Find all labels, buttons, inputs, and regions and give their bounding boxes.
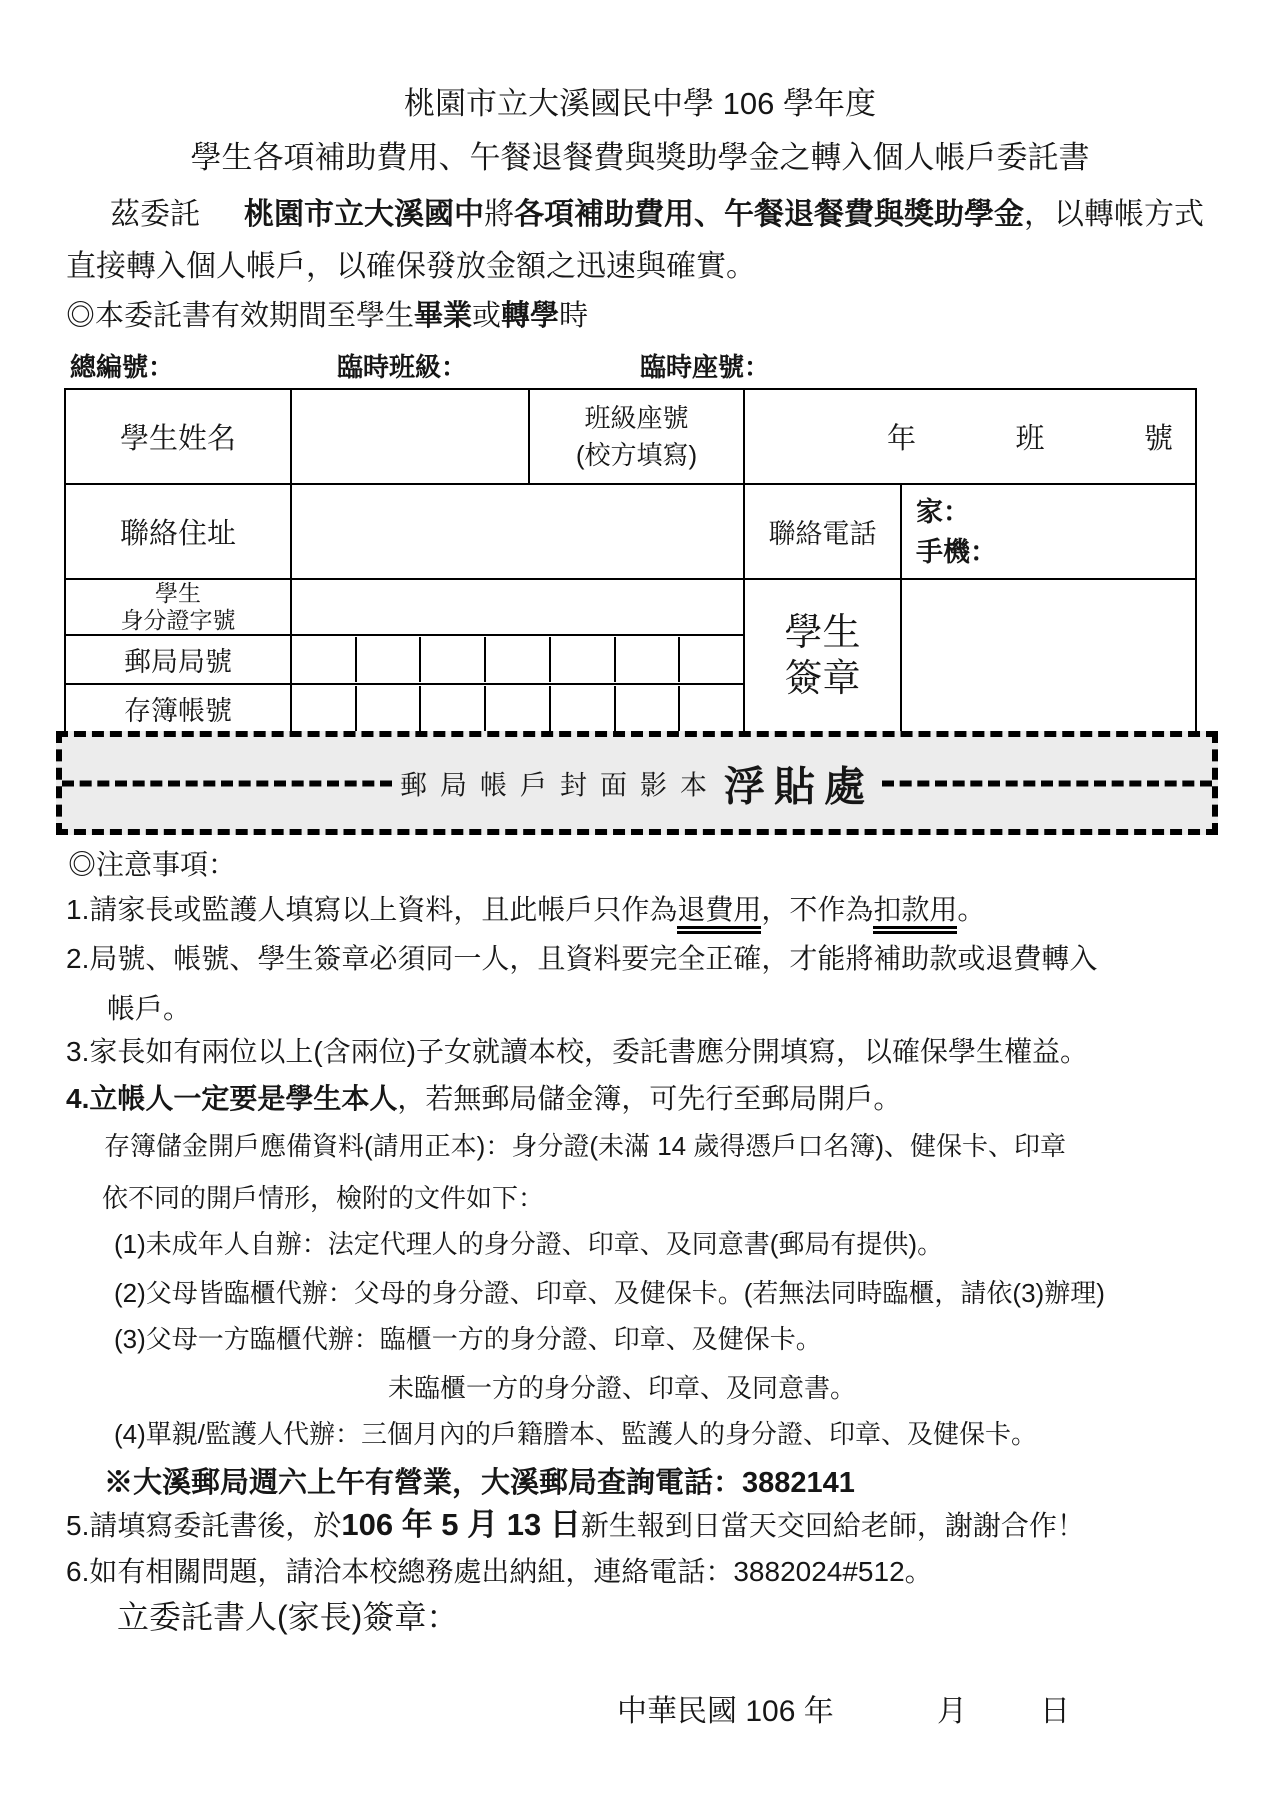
address-input-cell[interactable]	[291, 484, 744, 579]
note-4-case-3b: 未臨櫃一方的身分證、印章、及同意書。	[388, 1373, 857, 1403]
note-4-case-1: (1)未成年人自辦：法定代理人的身分證、印章、及同意書(郵局有提供)。	[114, 1229, 944, 1259]
note-1-deduct-underlined: 扣款用	[873, 894, 957, 934]
guardian-signature-label: 立委託書人(家長)簽章：	[117, 1599, 459, 1635]
intro-paragraph-line2: 直接轉入個人帳戶，以確保發放金額之迅速與確實。	[66, 250, 756, 283]
intro-items: 各項補助費用、午餐退餐費與獎助學金	[514, 198, 1024, 231]
note-5-pre: 5.請填寫委託書後，於	[66, 1510, 342, 1541]
paste-area-label-big: 浮貼處	[724, 762, 874, 811]
date-day-label: 日	[1040, 1695, 1070, 1728]
validity-transfer: 轉學	[501, 300, 560, 332]
number-char: 號	[1144, 423, 1174, 455]
note-1-refund-underlined: 退費用	[677, 894, 761, 934]
digit-cell[interactable]	[419, 637, 484, 682]
note-2-line2: 帳戶。	[107, 993, 192, 1024]
intro-prefix: 茲委託	[110, 198, 200, 231]
note-2-line1: 2.局號、帳號、學生簽章必須同一人，且資料要完全正確，才能將補助款或退費轉入	[66, 943, 1098, 974]
digit-cell[interactable]	[292, 637, 355, 682]
phone-mobile-label[interactable]: 手機：	[916, 536, 997, 567]
note-4-case-2: (2)父母皆臨櫃代辦：父母的身分證、印章、及健保卡。(若無法同時臨櫃，請依(3)辦理)	[114, 1278, 1105, 1308]
student-info-table	[64, 388, 1197, 732]
intro-line1-suffix: ，以轉帳方式	[1024, 198, 1204, 231]
phone-home-label[interactable]: 家：	[916, 496, 970, 527]
student-id-input-cell[interactable]	[291, 579, 744, 635]
note-4-docs-line1: 存簿儲金開戶應備資料(請用正本)：身分證(未滿 14 歲得憑戶口名簿)、健保卡、印章	[104, 1131, 1067, 1161]
digit-cell[interactable]	[355, 637, 420, 682]
signature-label-line1: 學生	[784, 612, 861, 654]
note-1-pre: 1.請家長或監護人填寫以上資料，且此帳戶只作為	[66, 894, 678, 925]
digit-cell[interactable]	[549, 637, 614, 682]
digit-cell[interactable]	[614, 686, 679, 731]
doc-title-line1: 桃園市立大溪國民中學 106 學年度	[404, 86, 876, 121]
validity-or: 或	[472, 300, 502, 332]
class-char: 班	[1015, 423, 1045, 455]
serial-number-label: 總編號：	[70, 352, 175, 382]
doc-title-line2: 學生各項補助費用、午餐退餐費與獎助學金之轉入個人帳戶委託書	[190, 140, 1090, 175]
validity-line	[66, 299, 588, 334]
class-seat-label-line1: 班級座號	[584, 402, 689, 433]
phone-label: 聯絡電話	[744, 484, 901, 579]
student-id-label-line1: 學生	[155, 580, 201, 606]
date-month-label: 月	[937, 1695, 967, 1728]
note-4-case-4: (4)單親/監護人代辦：三個月內的戶籍謄本、監護人的身分證、印章、及健保卡。	[114, 1419, 1038, 1449]
note-1-post: 。	[957, 894, 986, 925]
note-4-bold: 4.立帳人一定要是學生本人	[66, 1083, 398, 1114]
post-office-info-line: ※大溪郵局週六上午有營業，大溪郵局查詢電話：3882141	[104, 1467, 855, 1499]
student-name-input-cell[interactable]	[291, 389, 529, 484]
branch-number-digits	[291, 635, 744, 684]
note-1	[66, 893, 985, 927]
digit-cell[interactable]	[678, 686, 743, 731]
paste-area-label: 郵局帳戶封面影本	[400, 770, 720, 802]
note-3: 3.家長如有兩位以上(含兩位)子女就讀本校，委託書應分開填寫，以確保學生權益。	[66, 1036, 1089, 1067]
dashed-line-right	[882, 780, 1212, 786]
post-office-branch-label: 郵局局號	[65, 635, 291, 684]
temp-class-label: 臨時班級：	[337, 352, 468, 382]
date-line-prefix: 中華民國 106 年	[617, 1695, 834, 1728]
validity-pre: ◎本委託書有效期間至學生	[66, 300, 415, 332]
note-4-case-3: (3)父母一方臨櫃代辦：臨櫃一方的身分證、印章、及健保卡。	[114, 1324, 822, 1354]
class-seat-label-line2: (校方填寫)	[575, 439, 698, 470]
digit-cell[interactable]	[355, 686, 420, 731]
student-id-label-line2: 身分證字號	[120, 607, 236, 633]
digit-cell[interactable]	[614, 637, 679, 682]
passbook-copy-paste-area[interactable]	[56, 731, 1218, 835]
intro-conj: 將	[484, 198, 514, 231]
digit-cell[interactable]	[484, 686, 549, 731]
year-class-number-cell[interactable]	[744, 389, 1196, 484]
validity-graduate: 畢業	[414, 300, 473, 332]
digit-cell[interactable]	[484, 637, 549, 682]
note-5-post: 新生報到日當天交回給老師，謝謝合作！	[580, 1510, 1085, 1541]
digit-cell[interactable]	[678, 637, 743, 682]
note-5-date-bold: 106 年 5 月 13 日	[341, 1507, 581, 1542]
class-seat-label-cell	[529, 389, 744, 484]
note-1-mid: ，不作為	[761, 894, 874, 925]
passbook-account-label: 存簿帳號	[65, 684, 291, 732]
dashed-line-left	[62, 780, 392, 786]
account-number-digits	[291, 684, 744, 732]
address-label: 聯絡住址	[65, 484, 291, 579]
intro-paragraph-line1	[110, 197, 1204, 233]
student-signature-area[interactable]	[901, 579, 1196, 732]
signature-label-line2: 簽章	[784, 658, 861, 700]
digit-cell[interactable]	[419, 686, 484, 731]
note-4-rest: ，若無郵局儲金簿，可先行至郵局開戶。	[397, 1083, 902, 1114]
student-signature-label-cell	[744, 579, 901, 732]
temp-seat-label: 臨時座號：	[640, 352, 771, 382]
note-4	[66, 1082, 901, 1116]
year-char: 年	[887, 423, 917, 455]
note-6: 6.如有相關問題，請洽本校總務處出納組，連絡電話：3882024#512。	[66, 1556, 933, 1587]
validity-post: 時	[559, 300, 589, 332]
student-name-label: 學生姓名	[65, 389, 291, 484]
note-4-docs-line2: 依不同的開戶情形，檢附的文件如下：	[102, 1183, 545, 1213]
phone-input-cell[interactable]	[901, 484, 1196, 579]
notes-heading: ◎注意事項：	[68, 849, 237, 880]
digit-cell[interactable]	[292, 686, 355, 731]
student-id-label-cell	[65, 579, 291, 635]
intro-school-name: 桃園市立大溪國中	[244, 198, 484, 231]
note-5	[66, 1508, 1085, 1543]
digit-cell[interactable]	[549, 686, 614, 731]
